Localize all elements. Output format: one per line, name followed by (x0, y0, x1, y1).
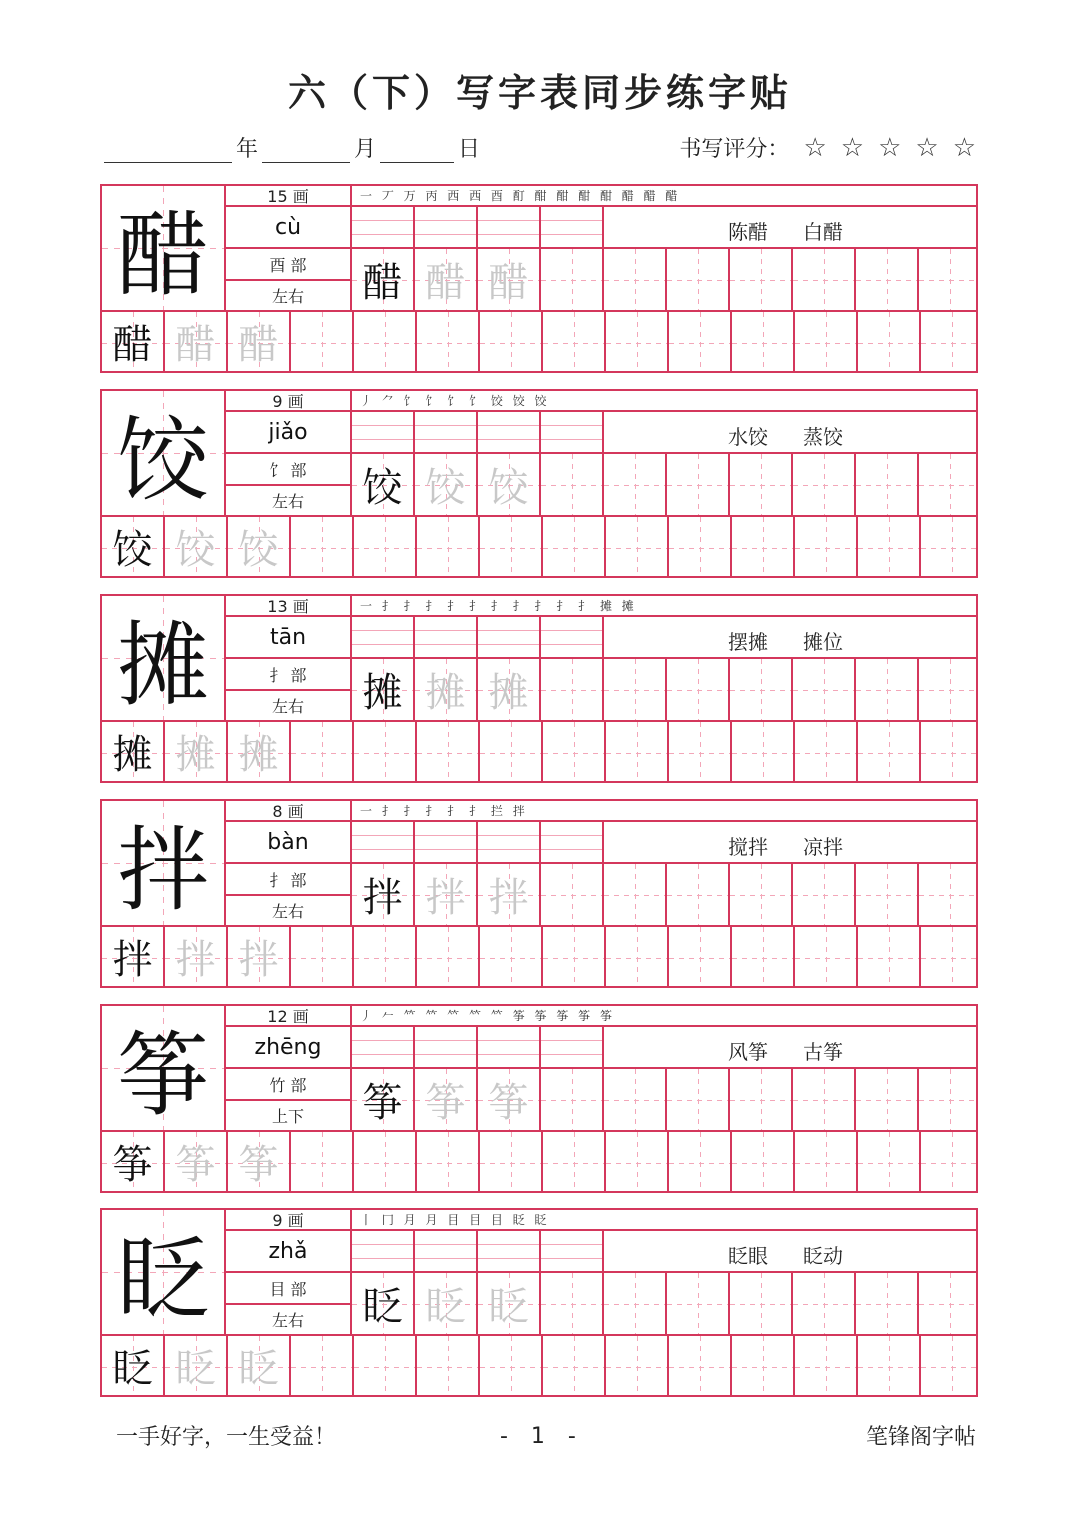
pinyin-writing-cell[interactable] (541, 617, 604, 659)
practice-cell[interactable]: 拌 (415, 864, 478, 927)
structure: 左右 (226, 1305, 352, 1336)
structure: 左右 (226, 896, 352, 927)
pinyin-writing-cell[interactable] (415, 1231, 478, 1273)
structure: 左右 (226, 691, 352, 722)
practice-cell[interactable] (480, 312, 543, 371)
practice-cell[interactable] (732, 517, 795, 576)
rating (679, 132, 976, 163)
stroke-order: 丨 冂 月 月 目 目 目 眨 眨 (352, 1210, 976, 1231)
practice-cell[interactable] (291, 927, 354, 986)
practice-cell[interactable]: 拌 (352, 864, 415, 927)
pinyin: tān (226, 617, 352, 659)
practice-cell[interactable] (795, 927, 858, 986)
practice-cell[interactable] (732, 722, 795, 781)
practice-cell[interactable] (795, 312, 858, 371)
page-title: 六（下）写字表同步练字贴 (287, 71, 792, 115)
practice-cell[interactable] (858, 312, 921, 371)
practice-cell[interactable] (541, 864, 604, 927)
pinyin-writing-cell[interactable] (478, 207, 541, 249)
practice-cell[interactable] (606, 722, 669, 781)
practice-cell[interactable] (541, 1273, 604, 1336)
day-label: 日 (458, 137, 481, 162)
practice-cell[interactable] (730, 249, 793, 312)
stroke-order: 一 扌 扌 扌 扌 扌 拦 拌 (352, 801, 976, 822)
practice-cell[interactable] (417, 517, 480, 576)
practice-cell[interactable] (921, 927, 976, 986)
practice-cell[interactable]: 拌 (228, 927, 291, 986)
pinyin-writing-cell[interactable] (415, 207, 478, 249)
practice-cell[interactable] (480, 517, 543, 576)
practice-cell[interactable] (669, 722, 732, 781)
practice-cell[interactable]: 眨 (352, 1273, 415, 1336)
stroke-count: 15 画 (226, 186, 352, 207)
stroke-count: 8 画 (226, 801, 352, 822)
example-word: 白醋 (803, 220, 843, 244)
pinyin-writing-cell[interactable] (415, 617, 478, 659)
example-word: 蒸饺 (803, 425, 843, 449)
practice-cell[interactable]: 饺 (165, 517, 228, 576)
pinyin-writing-cell[interactable] (478, 412, 541, 454)
practice-cell[interactable] (669, 312, 732, 371)
pinyin-writing-cell[interactable] (541, 412, 604, 454)
practice-cell[interactable]: 摊 (228, 722, 291, 781)
pinyin-writing-cell[interactable] (352, 207, 415, 249)
practice-cell[interactable] (354, 517, 417, 576)
main-character: 眨 (102, 1210, 226, 1336)
practice-cell[interactable]: 醋 (415, 249, 478, 312)
practice-cell[interactable] (604, 1273, 667, 1336)
practice-cell[interactable]: 摊 (165, 722, 228, 781)
pinyin: zhēng (226, 1027, 352, 1069)
practice-cell[interactable] (921, 1336, 976, 1395)
practice-cell[interactable] (480, 927, 543, 986)
practice-cell[interactable] (667, 454, 730, 517)
star-icon[interactable]: ☆ (915, 132, 939, 163)
date-line (100, 132, 480, 163)
words-area (604, 617, 976, 659)
practice-cell[interactable] (543, 312, 606, 371)
stroke-count: 9 画 (226, 391, 352, 412)
practice-cell[interactable] (543, 722, 606, 781)
practice-cell[interactable] (604, 659, 667, 722)
pinyin-writing-cell[interactable] (415, 412, 478, 454)
practice-cell[interactable]: 筝 (352, 1069, 415, 1132)
practice-cell[interactable] (667, 864, 730, 927)
pinyin-writing-cell[interactable] (478, 1027, 541, 1069)
practice-cell[interactable]: 摊 (352, 659, 415, 722)
practice-cell[interactable] (730, 454, 793, 517)
star-icon[interactable]: ☆ (803, 132, 827, 163)
practice-cell[interactable] (543, 1336, 606, 1395)
practice-cell[interactable] (667, 659, 730, 722)
character-block (100, 1208, 978, 1397)
practice-cell[interactable] (541, 659, 604, 722)
practice-cell[interactable] (795, 722, 858, 781)
practice-cell[interactable]: 筝 (102, 1132, 165, 1191)
practice-cell[interactable]: 眨 (415, 1273, 478, 1336)
example-word: 摊位 (803, 630, 843, 654)
footer-slogan: 一手好字，一生受益！ (116, 1425, 337, 1450)
day-blank[interactable] (380, 136, 454, 163)
practice-cell[interactable] (354, 927, 417, 986)
practice-cell[interactable]: 拌 (165, 927, 228, 986)
practice-cell[interactable] (795, 1132, 858, 1191)
main-character: 筝 (102, 1006, 226, 1132)
footer-brand: 笔锋阁字帖 (865, 1425, 976, 1450)
practice-cell[interactable] (543, 517, 606, 576)
month-label: 月 (354, 137, 377, 162)
character-block (100, 389, 978, 578)
practice-cell[interactable] (856, 659, 919, 722)
star-icon[interactable]: ☆ (878, 132, 902, 163)
practice-cell[interactable] (669, 1336, 732, 1395)
practice-cell[interactable] (667, 249, 730, 312)
character-block (100, 594, 978, 783)
practice-cell[interactable] (354, 722, 417, 781)
example-word: 陈醋 (728, 220, 768, 244)
words-area (604, 822, 976, 864)
words-area (604, 1231, 976, 1273)
practice-cell[interactable] (730, 1273, 793, 1336)
example-word: 风筝 (728, 1040, 768, 1064)
pinyin-writing-cell[interactable] (352, 1027, 415, 1069)
practice-cell[interactable]: 摊 (415, 659, 478, 722)
practice-cell[interactable] (921, 312, 976, 371)
practice-cell[interactable] (291, 517, 354, 576)
practice-cell[interactable] (732, 1336, 795, 1395)
practice-cell[interactable]: 筝 (165, 1132, 228, 1191)
star-icon[interactable]: ☆ (952, 132, 976, 163)
pinyin: zhǎ (226, 1231, 352, 1273)
main-character: 拌 (102, 801, 226, 927)
practice-cell[interactable] (541, 454, 604, 517)
structure: 左右 (226, 281, 352, 312)
practice-cell[interactable]: 筝 (415, 1069, 478, 1132)
practice-cell[interactable] (919, 659, 976, 722)
practice-cell[interactable] (667, 1273, 730, 1336)
practice-cell[interactable] (541, 249, 604, 312)
practice-cell[interactable]: 眨 (228, 1336, 291, 1395)
practice-cell[interactable] (919, 1273, 976, 1336)
stroke-order: 丿 ⺈ 饣 饣 饣 饣 饺 饺 饺 (352, 391, 976, 412)
practice-cell[interactable]: 醋 (228, 312, 291, 371)
stroke-order: 一 丆 万 丙 西 西 酉 酊 酣 酣 酣 酣 醋 醋 醋 (352, 186, 976, 207)
main-character: 醋 (102, 186, 226, 312)
example-word: 古筝 (803, 1040, 843, 1064)
structure: 左右 (226, 486, 352, 517)
practice-cell[interactable] (856, 1069, 919, 1132)
pinyin-writing-cell[interactable] (478, 822, 541, 864)
character-block (100, 1004, 978, 1193)
pinyin-writing-cell[interactable] (541, 1231, 604, 1273)
practice-cell[interactable] (480, 1132, 543, 1191)
practice-cell[interactable]: 筝 (228, 1132, 291, 1191)
pinyin-writing-cell[interactable] (415, 822, 478, 864)
practice-cell[interactable] (291, 1132, 354, 1191)
pinyin-writing-cell[interactable] (478, 1231, 541, 1273)
practice-cell[interactable]: 拌 (102, 927, 165, 986)
example-word: 水饺 (728, 425, 768, 449)
practice-cell[interactable] (606, 1132, 669, 1191)
practice-cell[interactable]: 饺 (352, 454, 415, 517)
practice-cell[interactable] (921, 517, 976, 576)
practice-cell[interactable] (480, 722, 543, 781)
practice-cell[interactable] (795, 517, 858, 576)
practice-cell[interactable] (291, 312, 354, 371)
practice-cell[interactable] (856, 864, 919, 927)
practice-cell[interactable] (919, 454, 976, 517)
pinyin-writing-cell[interactable] (541, 822, 604, 864)
practice-cell[interactable] (541, 1069, 604, 1132)
pinyin: cù (226, 207, 352, 249)
practice-cell[interactable] (793, 454, 856, 517)
practice-cell[interactable]: 眨 (165, 1336, 228, 1395)
radical: 扌 部 (226, 864, 352, 896)
practice-cell[interactable] (606, 927, 669, 986)
pinyin-writing-cell[interactable] (352, 412, 415, 454)
practice-cell[interactable]: 饺 (102, 517, 165, 576)
practice-cell[interactable] (732, 1132, 795, 1191)
practice-cell[interactable]: 筝 (478, 1069, 541, 1132)
practice-cell[interactable] (417, 927, 480, 986)
practice-cell[interactable] (732, 312, 795, 371)
practice-cell[interactable] (793, 249, 856, 312)
practice-cell[interactable] (732, 927, 795, 986)
pinyin-writing-cell[interactable] (352, 1231, 415, 1273)
example-word: 眨眼 (728, 1244, 768, 1268)
pinyin-writing-cell[interactable] (478, 617, 541, 659)
practice-cell[interactable] (606, 517, 669, 576)
practice-cell[interactable] (417, 1336, 480, 1395)
practice-cell[interactable]: 眨 (478, 1273, 541, 1336)
practice-cell[interactable] (856, 249, 919, 312)
practice-cell[interactable]: 摊 (478, 659, 541, 722)
practice-cell[interactable] (669, 1132, 732, 1191)
words-area (604, 412, 976, 454)
practice-cell[interactable]: 眨 (102, 1336, 165, 1395)
practice-cell[interactable] (417, 722, 480, 781)
example-word: 凉拌 (803, 835, 843, 859)
main-character: 摊 (102, 596, 226, 722)
practice-cell[interactable] (793, 1069, 856, 1132)
practice-cell[interactable] (604, 454, 667, 517)
character-block (100, 184, 978, 373)
practice-cell[interactable] (858, 517, 921, 576)
stroke-count: 9 画 (226, 1210, 352, 1231)
example-word: 搅拌 (728, 835, 768, 859)
practice-cell[interactable] (543, 1132, 606, 1191)
stroke-count: 12 画 (226, 1006, 352, 1027)
practice-cell[interactable] (858, 1132, 921, 1191)
practice-cell[interactable] (669, 517, 732, 576)
character-block (100, 799, 978, 988)
practice-cell[interactable] (417, 1132, 480, 1191)
practice-cell[interactable] (417, 312, 480, 371)
practice-cell[interactable] (730, 864, 793, 927)
practice-cell[interactable] (604, 249, 667, 312)
pinyin-writing-cell[interactable] (415, 1027, 478, 1069)
radical: 竹 部 (226, 1069, 352, 1101)
practice-cell[interactable] (919, 1069, 976, 1132)
practice-cell[interactable]: 拌 (478, 864, 541, 927)
practice-cell[interactable] (730, 1069, 793, 1132)
practice-cell[interactable] (856, 454, 919, 517)
practice-cell[interactable] (919, 249, 976, 312)
practice-cell[interactable] (921, 1132, 976, 1191)
practice-cell[interactable] (793, 659, 856, 722)
practice-cell[interactable] (795, 1336, 858, 1395)
practice-cell[interactable] (606, 1336, 669, 1395)
practice-cell[interactable] (354, 312, 417, 371)
stroke-count: 13 画 (226, 596, 352, 617)
month-blank[interactable] (262, 136, 350, 163)
main-character: 饺 (102, 391, 226, 517)
rating-label: 书写评分： (679, 137, 790, 162)
practice-cell[interactable] (858, 1336, 921, 1395)
practice-cell[interactable]: 摊 (102, 722, 165, 781)
practice-cell[interactable] (669, 927, 732, 986)
practice-cell[interactable] (793, 1273, 856, 1336)
practice-cell[interactable] (604, 1069, 667, 1132)
practice-cell[interactable] (858, 722, 921, 781)
practice-cell[interactable] (543, 927, 606, 986)
practice-cell[interactable] (793, 864, 856, 927)
pinyin-writing-cell[interactable] (352, 617, 415, 659)
practice-cell[interactable] (921, 722, 976, 781)
practice-cell[interactable] (858, 927, 921, 986)
year-blank[interactable] (104, 136, 232, 163)
practice-cell[interactable]: 醋 (352, 249, 415, 312)
pinyin-writing-cell[interactable] (541, 207, 604, 249)
year-label: 年 (236, 137, 259, 162)
pinyin-writing-cell[interactable] (541, 1027, 604, 1069)
practice-cell[interactable] (354, 1132, 417, 1191)
stroke-order: 一 扌 扌 扌 扌 扌 扌 扌 扌 扌 扌 摊 摊 (352, 596, 976, 617)
practice-cell[interactable] (354, 1336, 417, 1395)
radical: 扌 部 (226, 659, 352, 691)
practice-cell[interactable] (291, 1336, 354, 1395)
page-number: - 1 - (500, 1424, 584, 1449)
practice-cell[interactable]: 饺 (415, 454, 478, 517)
practice-cell[interactable]: 醋 (478, 249, 541, 312)
words-area (604, 207, 976, 249)
structure: 上下 (226, 1101, 352, 1132)
practice-cell[interactable] (480, 1336, 543, 1395)
practice-cell[interactable]: 醋 (102, 312, 165, 371)
practice-cell[interactable]: 饺 (478, 454, 541, 517)
pinyin: jiǎo (226, 412, 352, 454)
practice-cell[interactable]: 醋 (165, 312, 228, 371)
pinyin: bàn (226, 822, 352, 864)
example-word: 眨动 (803, 1244, 843, 1268)
example-word: 摆摊 (728, 630, 768, 654)
practice-cell[interactable] (667, 1069, 730, 1132)
practice-cell[interactable]: 饺 (228, 517, 291, 576)
pinyin-writing-cell[interactable] (352, 822, 415, 864)
practice-cell[interactable] (856, 1273, 919, 1336)
practice-cell[interactable] (606, 312, 669, 371)
radical: 目 部 (226, 1273, 352, 1305)
radical: 饣 部 (226, 454, 352, 486)
words-area (604, 1027, 976, 1069)
practice-cell[interactable] (919, 864, 976, 927)
practice-cell[interactable] (604, 864, 667, 927)
stroke-order: 丿 𠂉 𥫗 𥫗 𥫗 𥫗 𥫗 筝 筝 筝 筝 筝 (352, 1006, 976, 1027)
star-icon[interactable]: ☆ (840, 132, 865, 163)
practice-cell[interactable] (291, 722, 354, 781)
practice-cell[interactable] (730, 659, 793, 722)
radical: 酉 部 (226, 249, 352, 281)
